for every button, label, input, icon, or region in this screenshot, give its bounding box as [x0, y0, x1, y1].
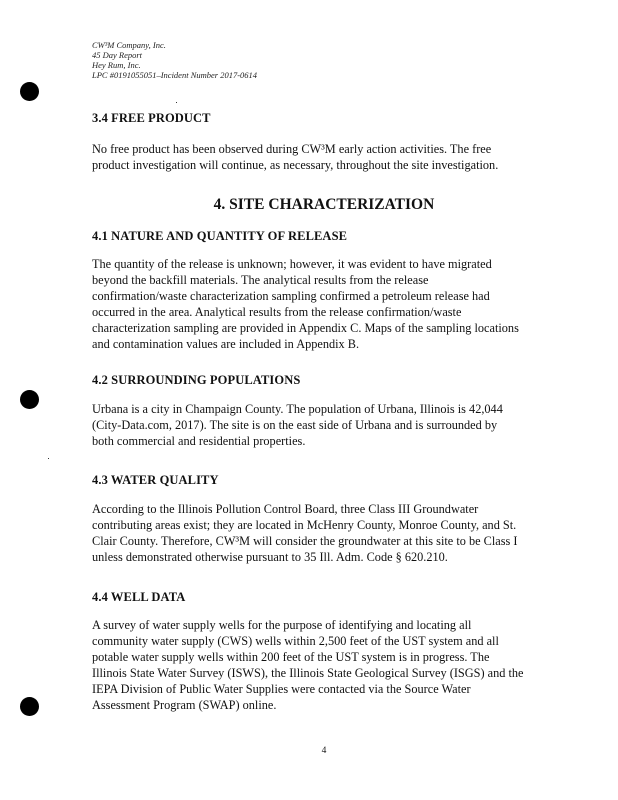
text-line: No free product has been observed during CW³M early action activities. The free — [92, 142, 492, 156]
scan-speck — [176, 102, 177, 103]
text-line: According to the Illinois Pollution Control Board, three Class III Groundwater — [92, 502, 479, 516]
paragraph-surrounding-populations — [92, 401, 542, 449]
header-report-type: 45 Day Report — [92, 50, 143, 60]
text-line: The quantity of the release is unknown; however, it was evident to have migrated — [92, 257, 492, 271]
text-line: Urbana is a city in Champaign County. The population of Urbana, Illinois is 42,044 — [92, 402, 503, 416]
header-client: Hey Rum, Inc. — [92, 60, 141, 70]
text-line: occurred in the area. Analytical results from the release confirmation/waste — [92, 305, 462, 319]
text-line: product investigation will continue, as necessary, throughout the site investigation. — [92, 158, 499, 172]
paragraph-free-product — [92, 141, 542, 173]
heading-nature-quantity: 4.1 NATURE AND QUANTITY OF RELEASE — [92, 229, 348, 243]
text-line: beyond the backfill materials. The analytical results from the release — [92, 273, 429, 287]
paragraph-nature-quantity — [92, 256, 542, 352]
text-line: potable water supply wells within 200 feet of the UST system is in progress. The — [92, 650, 490, 664]
section-title-site-characterization: 4. SITE CHARACTERIZATION — [213, 196, 435, 213]
text-line: confirmation/waste characterization sampling confirmed a petroleum release had — [92, 289, 490, 303]
text-line: Illinois State Water Survey (ISWS), the Illinois State Geological Survey (ISGS) and the — [92, 666, 524, 680]
binder-hole-middle — [20, 390, 39, 409]
text-line: community water supply (CWS) wells within 2,500 feet of the UST system and all — [92, 634, 499, 648]
paragraph-water-quality — [92, 501, 542, 565]
heading-free-product: 3.4 FREE PRODUCT — [92, 111, 211, 125]
heading-water-quality: 4.3 WATER QUALITY — [92, 473, 219, 487]
header-incident-number: LPC #0191055051–Incident Number 2017-0614 — [92, 70, 258, 80]
text-line: unless demonstrated otherwise pursuant to 35 Ill. Adm. Code § 620.210. — [92, 550, 448, 564]
text-line: characterization sampling are provided in Appendix C. Maps of the sampling locations — [92, 321, 519, 335]
text-line: (City-Data.com, 2017). The site is on the east side of Urbana and is surrounded by — [92, 418, 498, 432]
paragraph-well-data — [92, 617, 542, 713]
text-line: Assessment Program (SWAP) online. — [92, 698, 277, 712]
heading-well-data: 4.4 WELL DATA — [92, 590, 186, 604]
text-line: Clair County. Therefore, CW³M will consider the groundwater at this site to be Class I — [92, 534, 518, 548]
binder-hole-top — [20, 82, 39, 101]
text-line: both commercial and residential properties. — [92, 434, 306, 448]
page-number: 4 — [321, 746, 327, 756]
heading-surrounding-populations: 4.2 SURROUNDING POPULATIONS — [92, 373, 301, 387]
binder-hole-bottom — [20, 697, 39, 716]
text-line: A survey of water supply wells for the purpose of identifying and locating all — [92, 618, 472, 632]
header-company: CW³M Company, Inc. — [92, 40, 166, 50]
text-line: and contamination values are included in Appendix B. — [92, 337, 360, 351]
text-line: IEPA Division of Public Water Supplies were contacted via the Source Water — [92, 682, 471, 696]
scan-speck — [48, 458, 49, 459]
text-line: contributing areas exist; they are located in McHenry County, Monroe County, and St. — [92, 518, 517, 532]
